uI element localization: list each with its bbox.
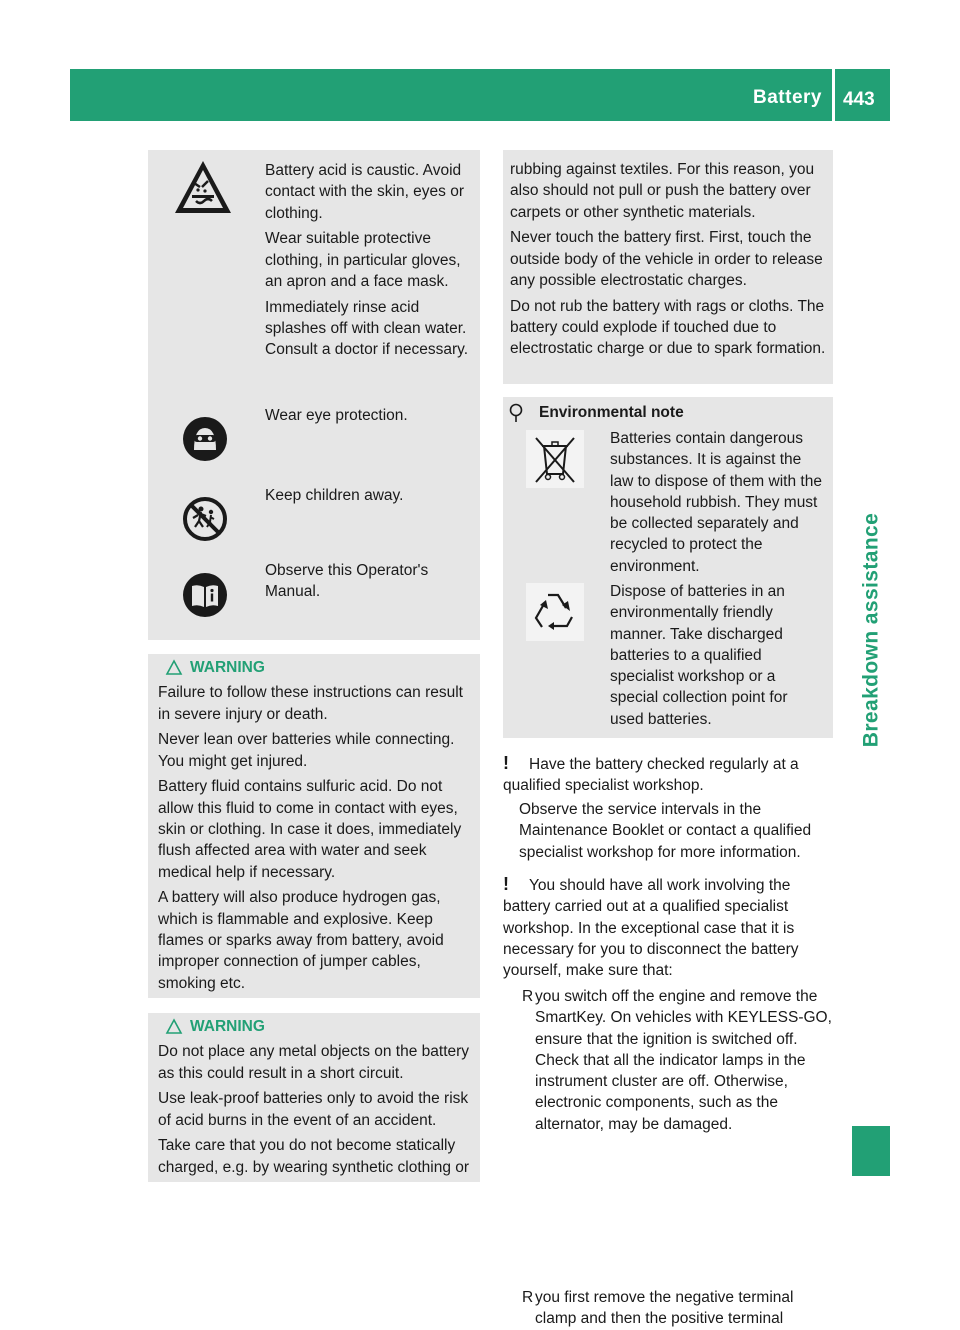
keep-children-away-icon: [182, 496, 228, 548]
note-2-marker: !: [503, 874, 509, 894]
warning-1-content: [158, 657, 474, 998]
eye-protection-icon: [182, 416, 228, 468]
note-1-marker: !: [503, 753, 509, 773]
bullet-marker: R: [522, 1289, 534, 1307]
warning-2-title: WARNING: [190, 1018, 265, 1035]
warning-2-text-2: Use leak-proof batteries only to avoid the risk of acid burns in the event of an accident.: [158, 1090, 469, 1129]
section-tab-marker: [852, 1126, 890, 1176]
warning-2-continued-content: [510, 159, 830, 364]
warning-1-heading: [158, 657, 474, 678]
environmental-note-title: Environmental note: [539, 404, 684, 421]
page-number: 443: [843, 89, 875, 110]
bullet-1-text: you switch off the engine and remove the SmartKey. On vehicles with KEYLESS-GO, ensure that the ignition is switched off. Check that all the indicator lamps in the instrument cluster are off. Otherwise, electronic components, such as the alternator, may be damaged.: [535, 988, 832, 1133]
note-1: [503, 753, 838, 797]
bullet-1: [503, 986, 838, 1135]
warning-1-text-4: A battery will also produce hydrogen gas, which is flammable and explosive. Keep flames or sparks away from battery, avoid improper connection of jumper cables, smoking etc.: [158, 889, 444, 992]
env-text-1: Batteries contain dangerous substances. It is against the law to dispose of them with the household rubbish. They must be collected separately and recycled to protect the environment.: [610, 430, 822, 575]
warning-1-text-3: Battery fluid contains sulfuric acid. Do not allow this fluid to come in contact with eyes, skin or clothing. In case it does, immediately flush affected area with water and seek medical help if necessary.: [158, 778, 462, 881]
env-text-2: Dispose of batteries in an environmentally friendly manner. Take discharged batteries to a qualified specialist workshop or a special collection point for used batteries.: [610, 583, 788, 728]
environmental-note-heading: [503, 402, 833, 425]
acid-text-1: Battery acid is caustic. Avoid contact with the skin, eyes or clothing.: [265, 162, 465, 222]
bullet-2-text: you first remove the negative terminal clamp and then the positive terminal: [535, 1289, 794, 1328]
warning-2-content: [158, 1016, 476, 1183]
warning-1-text-1: Failure to follow these instructions can result in severe injury or death.: [158, 684, 463, 723]
acid-text-3: Immediately rinse acid splashes off with clean water. Consult a doctor if necessary.: [265, 298, 469, 359]
note-1-text-1: Have the battery checked regularly at a qualified specialist workshop.: [503, 756, 799, 795]
operators-manual-icon: [182, 572, 228, 624]
note-2-text-1: You should have all work involving the battery carried out at a qualified specialist workshop. In the exceptional case that it is necessary for you to disconnect the battery yourself, make sure that:: [503, 877, 799, 980]
warning-2-text-3: Take care that you do not become statically charged, e.g. by wearing synthetic clothing or: [158, 1137, 470, 1176]
warning-1-text-2: Never lean over batteries while connecting. You might get injured.: [158, 731, 455, 770]
lightbulb-icon: [509, 403, 523, 423]
acid-text-2: Wear suitable protective clothing, in particular gloves, an apron and a face mask.: [265, 230, 461, 290]
warning-2-text-1: Do not place any metal objects on the battery as this could result in a short circuit.: [158, 1043, 470, 1082]
bullet-2: [503, 1287, 838, 1330]
crossed-out-bin-icon: [526, 430, 584, 494]
symbol-text-manual: Observe this Operator's Manual.: [265, 562, 429, 601]
page-title: Battery: [753, 87, 822, 108]
warning-triangle-icon: [166, 660, 182, 675]
warning-triangle-icon: [166, 1019, 182, 1034]
bullet-marker: R: [522, 988, 534, 1005]
warning-2-cont-text-2: Never touch the battery first. First, touch the outside body of the vehicle in order to release any possible electrostatic charges.: [510, 229, 823, 289]
symbol-text-eye: Wear eye protection.: [265, 407, 408, 424]
warning-2-cont-text-1: rubbing against textiles. For this reason, you also should not pull or push the battery over carpets or other synthetic materials.: [510, 161, 815, 221]
symbol-text-children: Keep children away.: [265, 487, 404, 504]
warning-2-heading: [158, 1016, 476, 1037]
section-tab-label: Breakdown assistance: [859, 512, 883, 748]
warning-2-cont-text-3: Do not rub the battery with rags or cloths. The battery could explode if touched due to electrostatic charge or due to spark formation.: [510, 297, 826, 358]
header-separator: [832, 69, 835, 121]
acid-hazard-icon: [172, 155, 234, 223]
symbol-text-acid: [265, 160, 470, 365]
note-2: [503, 874, 838, 981]
warning-1-title: WARNING: [190, 659, 265, 676]
recycling-icon: [526, 583, 584, 647]
note-1-text-2: Observe the service intervals in the Maintenance Booklet or contact a qualified specialist workshop for more information.: [519, 801, 812, 861]
